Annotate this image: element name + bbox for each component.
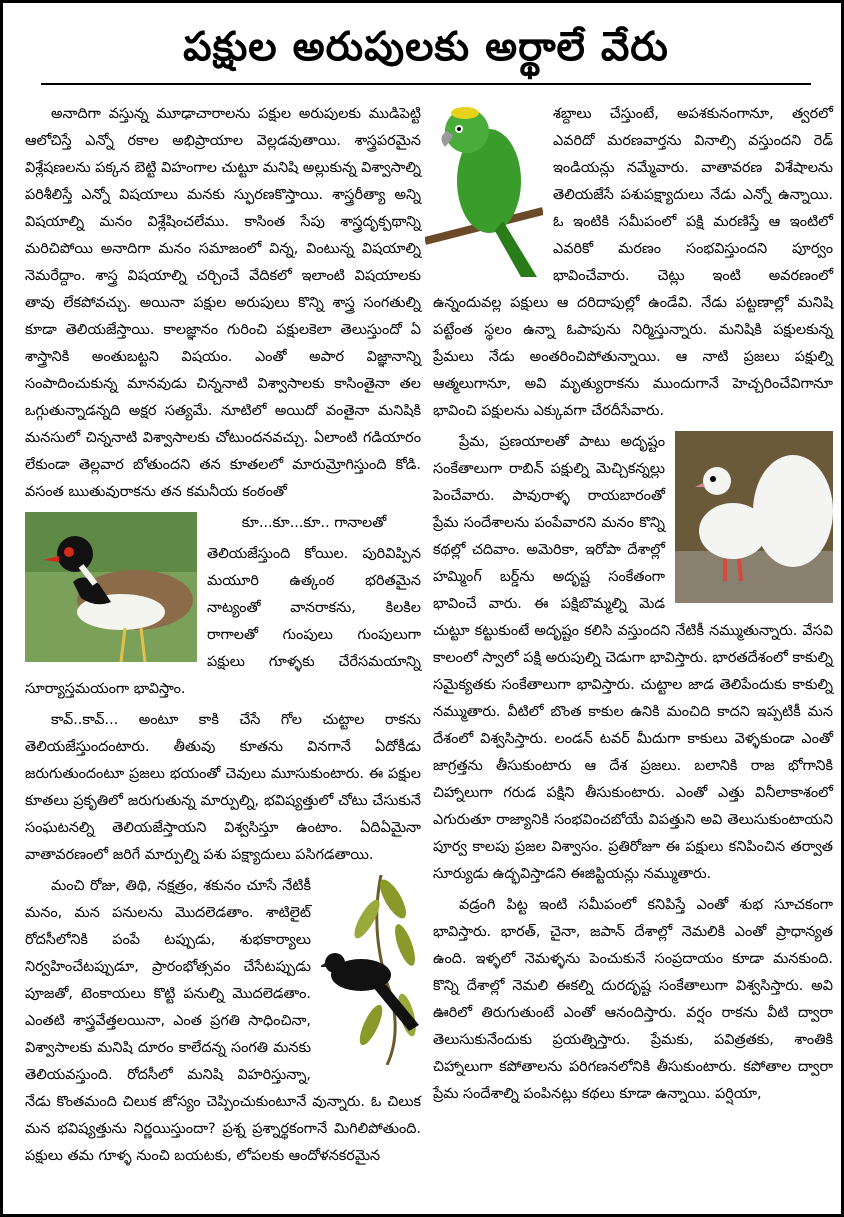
parrot-image: [425, 101, 543, 277]
right-paragraph-3: వడ్రంగి పిట్ట ఇంటి సమీపంలో కనిపిస్తే ఎంతో శుభ సూచకంగా భావిస్తారు. భారత్, చైనా, జపాన్ దేశాల్లో నెమలికి ఎంతో ప్రాధాన్యత ఉంది. ఇళ్ళలో నెమళ్ళను పెంచుకునే సంప్రదాయం కూడా మనకుంది. కొన్ని దేశాల్లో నెమలి ఈకల్ని దురదృష్ట సంకేతాలుగా విశ్వసిస్తారు. అవి ఊరిలో తిరుగుతుంటే ఎంతో ఆనందిస్తారు. వర్షం రాకను వీటి ద్వారా తెలుసుకునేందుకు ప్రయత్నిస్తారు. ప్రేమకు, పవిత్రతకు, శాంతికి చిహ్నాలుగా కపోతాలను పరిగణనలోనికి తీసుకుంటారు. కపోతాల ద్వారా ప్రేమ సందేశాల్ని పంపినట్లు కథలు కూడా ఉన్నాయి. పర్షియా,: [433, 897, 833, 1102]
left-paragraph-2: కావ్..కావ్... అంటూ కాకి చేసే గోల చుట్టాల రాకను తెలియజేస్తుందంటారు. తీతువు కూతను వినగానే ఏదోకీడు జరుగుతుందంటూ ప్రజలు భయంతో చెవులు మూసుకుంటారు. ఈ పక్షుల కూతలు ప్రకృతిలో జరుగుతున్న మార్పుల్ని, భవిష్యత్తులో చోటు చేసుకునే సంఘటనల్ని తెలియజేస్తాయని విశ్వసిస్తూ ఉంటాం. ఏదిఏమైనా వాతావరణంలో జరిగే మార్పుల్ని పశు పక్ష్యాదులు పసిగడతాయి.: [25, 712, 421, 863]
left-paragraph-1: అనాదిగా వస్తున్న మూఢాచారాలను పక్షుల అరుపులకు ముడిపెట్టి ఆలోచిస్తే ఎన్నో రకాల అభిప్రాయాల వెల్లడవుతాయి. శాస్త్రపరమైన విశ్లేషణలను పక్కన బెట్టి విహంగాల చుట్టూ మనిషి అల్లుకున్న విశ్వాసాల్ని పరిశీలిస్తే ఎన్నో విషయాలు మనకు స్ఫురణకొస్తాయి. శాస్త్రరీత్యా అన్ని విషయాల్ని మనం విశ్లేషించలేము. కాసింత సేపు శాస్త్రదృక్పథాన్ని మరిచిపోయి అనాదిగా మనం సమాజంలో విన్న, వింటున్న విషయాల్ని నెమరేద్దాం. శాస్త్ర విషయాల్ని చర్చించే వేదికలో ఇలాంటి విషయాలకు తావు లేకపోవచ్చు. అయినా పక్షుల అరుపులు కొన్ని శాస్త్ర సంగతుల్ని కూడా తెలియజేస్తాయి. కాలజ్ఞానం గురించి పక్షులకెలా తెలుస్తుందో ఏ శాస్త్రానికి అంతుబట్టని విషయం. ఎంతో అపార విజ్ఞానాన్ని సంపాదించుకున్న మానవుడు చిన్ననాటి విశ్వాసాలకు కాసింతైనా తల ఒగ్గుతున్నాడన్నది అక్షర సత్యమే. నూటిలో అయిదో వంతైనా మనిషికి మనసులో చిన్ననాటి విశ్వాసాలకు చోటుందనవచ్చు. ఏలాంటి గడియారం లేకుండా తెల్లవార బోతుందని తన కూతలలో మారుమ్రోగిస్తుంది కోడి. వసంత ఋతువురాకను తన కమనీయ కంఠంతో: [25, 106, 421, 500]
headline-bar: [41, 11, 811, 85]
white-doves-image: [675, 431, 833, 603]
left-paragraph-3: మంచి రోజు, తిథి, నక్షత్రం, శకునం చూసే నేటికీ మనం, మన పనులను మొదలెడతాం. శాటిలైట్ రోదసీలోనికి పంపే టప్పుడు, శుభకార్యాలు నిర్వహించేటప్పుడూ, ప్రారంభోత్సవం చేసేటప్పుడు పూజతో, టెంకాయలు కొట్టి పనుల్ని మొదలెడతాం. ఎంతటి శాస్త్రవేత్తలయినా, ఎంత ప్రగతి సాధించినా, విశ్వాసాలకు మనిషి దూరం కాలేదన్న సంగతి మనకు తెలియవస్తుంది. రోదసీలో మనిషి విహరిస్తున్నా, నేడు కొంతమంది చిలుక జోస్యం చెప్పించుకుంటూనే వున్నారు. ఓ చిలుక మన భవిష్యత్తును నిర్ణయిస్తుందా? ప్రశ్న ప్రశ్నార్థకంగానే మిగిలిపోతుంది. పక్షులు తమ గూళ్ళ నుంచి బయటకు, లోపలకు ఆందోళనకరమైన: [25, 878, 421, 1164]
koel-song-line: కూ...కూ...కూ.. గానాలతో: [241, 515, 387, 531]
right-paragraph-2: ప్రేమ, ప్రణయాలతో పాటు అదృష్టం సంకేతాలుగా రాబిన్ పక్షుల్ని మెచ్చికన్నల్లు పెంచేవారు. పావురాళ్ళ రాయబారంతో ప్రేమ సందేశాలను పంపేవారని మనం కొన్ని కథల్లో చదివాం. అమెరికా, ఇరోపా దేశాల్లో హమ్మింగ్ బర్డ్‌ను అదృష్ట సంకేతంగా భావించే వారు. ఈ పక్షిబొమ్మల్ని మెడ చుట్టూ కట్టుకుంటే అదృష్టం కలిసి వస్తుందని నేటికీ నమ్ముతున్నారు. వేసవి కాలంలో స్వాలో పక్షి అరుపుల్ని చెడుగా భావిస్తారు. భారతదేశంలో కాకుల్ని సమైక్యతకు సంకేతాలుగా భావిస్తారు. చుట్టాల జాడ తెలిపేందుకు కాకుల్ని నమ్ముతారు. వీటిలో బొంత కాకుల ఉనికి మంచిది కాదని ఇప్పటికీ మన దేశంలో విశ్వసిస్తారు. లండన్ టవర్ మీదుగా కాకులు వెళ్ళకుండా ఎంతో జాగ్రత్తను తీసుకుంటారు ఆ దేశ ప్రజలు. బలానికి రాజ భోగానికి చిహ్నాలుగా గరుడ పక్షిని తీసుకుంటారు. ఎంతో ఎత్తు వినీలాకాశంలో ఎగురుతూ రాజ్యానికి సంభవించబోయే విపత్తుని అవి తెలుసుకుంటాయని పూర్వ కాలపు ప్రజల విశ్వాసం. ప్రతిరోజూ ఈ పక్షులు కనిపించిన తర్వాత సూర్యుడు ఉద్భవిస్తాడని ఈజిప్టియన్లు నమ్ముతారు.: [433, 434, 833, 882]
right-column: [433, 101, 833, 1112]
left-column: [25, 101, 421, 1174]
crow-on-branch-image: [321, 875, 421, 1065]
right-paragraph-1: శబ్దాలు చేస్తుంటే, అపశకునంగానూ, త్వరలో ఎవరిదో మరణవార్తను వినాల్సి వస్తుందని రెడ్ ఇండియన్లు నమ్మేవారు. వాతావరణ విశేషాలను తెలియజేసే పశుపక్ష్యాదులు నేడు ఎన్నో ఉన్నాయి. ఓ ఇంటికి సమీపంలో పక్షి మరణిస్తే ఆ ఇంటిలో ఎవరికో మరణం సంభవిస్తుందని పూర్వం భావించేవారు. చెట్లు ఇంటి అవరణంలో ఉన్నందువల్ల పక్షులు ఆ దరిదాపుల్లో ఉండేవి. నేడు పట్టణాల్లో మనిషి పట్టేంత స్థలం ఉన్నా ఓపాపును నిర్మిస్తున్నారు. మనిషికి పక్షులకున్న ప్రేమలు నేడు అంతరించిపోతున్నాయి. ఆ నాటి ప్రజలు పక్షుల్ని ఆత్మలుగానూ, అవి మృత్యురాకను ముందుగానే హెచ్చరించేవిగానూ భావించి పక్షులను ఎక్కువగా చేరదీసేవారు.: [433, 106, 833, 419]
left-paragraph-1-rest: తెలియజేస్తుంది కోయిల. పురివిప్పిన మయూరి ఉత్కంఠ భరితమైన నాట్యంతో వానరాకను, కిలకిల రాగాలతో గుంపులు గుంపులుగా పక్షులు గూళ్ళకు చేరేసమయాన్ని సూర్యాస్తమయంగా భావిస్తాం.: [25, 546, 421, 697]
page-title: పక్షుల అరుపులకు అర్థాలే వేరు: [183, 24, 669, 70]
lapwing-image: [25, 512, 197, 662]
